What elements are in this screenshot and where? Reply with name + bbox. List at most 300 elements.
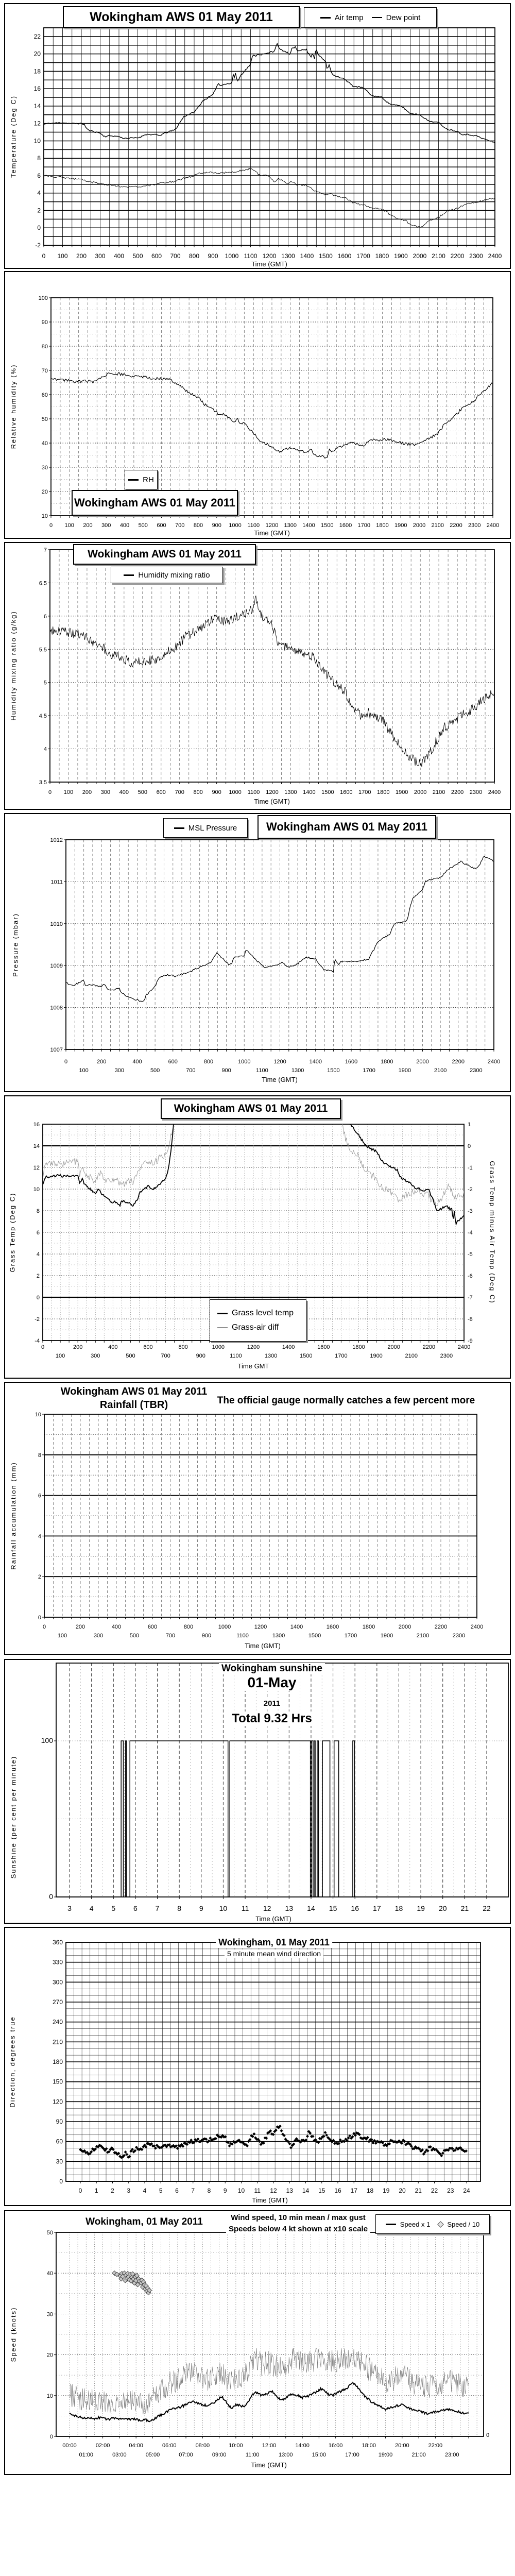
y2-tick-label: -6 [468, 1273, 473, 1279]
x-tick-label: 1400 [309, 1059, 322, 1065]
x-tick-label: 2000 [398, 1624, 411, 1630]
x-tick-label: 900 [212, 789, 221, 795]
x-tick-label: 2100 [416, 1633, 430, 1639]
x-tick-label: 17:00 [345, 2452, 359, 2458]
x-axis-label: Time GMT [237, 1362, 269, 1370]
y2-tick-label: -9 [468, 1338, 473, 1344]
x-tick-label: 8 [207, 2187, 211, 2194]
legend-item-speed-x1 [386, 2221, 431, 2228]
x-tick-label: 1600 [326, 1624, 339, 1630]
x-tick-label: 300 [91, 1353, 100, 1359]
y-axis-label: Grass Temp (Deg C) [8, 1192, 16, 1273]
x-tick-label: 400 [111, 1624, 122, 1630]
scatter-point [280, 2129, 283, 2132]
y-tick-label: 14 [33, 1143, 40, 1149]
y-tick-label: 120 [52, 2098, 63, 2106]
x-tick-label: 800 [193, 522, 203, 529]
x-tick-label: 18:00 [362, 2443, 376, 2449]
y-tick-label: 0 [38, 1615, 41, 1621]
x-tick-label: 300 [93, 1633, 104, 1639]
chart-subtitle: 5 minute mean wind direction [225, 1950, 323, 1958]
legend-item-grass-air-diff [217, 1323, 279, 1332]
y-tick-label: 270 [52, 1998, 63, 2006]
scatter-point [228, 2144, 231, 2147]
y-tick-label: 30 [46, 2311, 53, 2318]
legend-label: Air temp [334, 13, 364, 22]
scatter-point [323, 2131, 327, 2134]
chart-year: 2011 [261, 1699, 283, 1708]
x-tick-label: 17 [373, 1904, 381, 1912]
x-tick-label: 1900 [380, 1633, 393, 1639]
x-tick-label: 11 [254, 2187, 261, 2194]
y-tick-label: 70 [41, 368, 48, 374]
x-tick-label: 1900 [370, 1353, 383, 1359]
x-tick-label: 500 [138, 522, 148, 529]
x-tick-label: 2100 [432, 252, 445, 260]
y-tick-label: 5.5 [39, 647, 47, 653]
x-tick-label: 1100 [247, 789, 260, 795]
y-tick-label: 150 [52, 2078, 63, 2086]
scatter-point [306, 2135, 309, 2138]
legend-item-speed-div10 [438, 2221, 479, 2228]
y2-tick-label: -5 [468, 1251, 473, 1258]
y-tick-label: 60 [41, 392, 48, 398]
x-tick-label: 2400 [487, 1059, 501, 1065]
y-tick-label: 6 [38, 1493, 41, 1499]
x-tick-label: 1400 [300, 252, 314, 260]
wind-speed-plot [5, 2211, 510, 2474]
x-tick-label: 2200 [422, 1344, 436, 1350]
relative-humidity-chart-panel [4, 271, 511, 539]
y-tick-label: 0 [36, 1295, 40, 1301]
x-tick-label: 2300 [469, 789, 483, 795]
y2-tick-label: 0 [468, 1143, 471, 1149]
x-tick-label: 1500 [327, 1067, 340, 1074]
y-tick-label: 100 [41, 1736, 53, 1744]
chart-title: Wokingham AWS 01 May 2011 [74, 496, 235, 509]
x-tick-label: 100 [55, 1353, 65, 1359]
y-tick-label: 8 [38, 1452, 41, 1459]
x-tick-label: 13:00 [279, 2452, 293, 2458]
x-tick-label: 1200 [265, 522, 279, 529]
temperature-chart-panel [4, 3, 511, 269]
legend-label: Speed / 10 [447, 2220, 480, 2228]
x-tick-label: 700 [170, 252, 181, 260]
x-tick-label: 12:00 [262, 2443, 277, 2449]
x-tick-label: 200 [82, 789, 92, 795]
x-tick-label: 2400 [470, 1624, 484, 1630]
y-axis-label: Relative humidity (%) [9, 364, 18, 449]
x-tick-label: 1100 [236, 1633, 249, 1639]
legend-label: Speed x 1 [400, 2220, 431, 2228]
x-tick-label: 300 [100, 789, 111, 795]
x-tick-label: 1600 [345, 1059, 358, 1065]
y-tick-label: 210 [52, 2038, 63, 2046]
y-axis-label: Direction, degrees true [8, 2016, 16, 2108]
y-tick-label: 1010 [50, 921, 63, 927]
y-tick-label: -2 [35, 1316, 40, 1323]
x-tick-label: 2400 [488, 252, 502, 260]
y-tick-label: 20 [41, 489, 48, 495]
x-tick-label: 200 [75, 1624, 85, 1630]
y-axis-label: Pressure (mbar) [11, 913, 20, 977]
x-tick-label: 2 [111, 2187, 114, 2194]
x-tick-label: 16 [334, 2187, 341, 2194]
y-tick-label: 40 [46, 2270, 53, 2277]
grass-temp-line-swatch [217, 1313, 228, 1314]
x-tick-label: 1300 [284, 522, 297, 529]
x-tick-label: 300 [101, 522, 111, 529]
x-tick-label: 15:00 [312, 2452, 327, 2458]
x-tick-label: 500 [132, 252, 143, 260]
x-tick-label: 1000 [229, 522, 242, 529]
x-tick-label: 1800 [377, 789, 390, 795]
legend-item-air-temp [320, 13, 364, 22]
x-tick-label: 10:00 [229, 2443, 243, 2449]
x-tick-label: 2300 [469, 252, 483, 260]
x-tick-label: 08:00 [195, 2443, 210, 2449]
x-tick-label: 2000 [387, 1344, 400, 1350]
x-tick-label: 500 [138, 789, 147, 795]
y-tick-label: 8 [37, 155, 41, 162]
y-tick-label: 12 [33, 1165, 40, 1171]
x-tick-label: 1800 [362, 1624, 375, 1630]
x-tick-label: 700 [161, 1353, 170, 1359]
x-tick-label: 1000 [229, 789, 242, 795]
x-tick-label: 1300 [264, 1353, 278, 1359]
y-tick-label: 16 [33, 1122, 40, 1128]
grass-air-diff-line-swatch [217, 1327, 228, 1328]
x-tick-label: 700 [186, 1067, 196, 1074]
x-tick-label: 1200 [247, 1344, 260, 1350]
gauge-note: The official gauge normally catches a few percent more [215, 1395, 478, 1406]
x-tick-label: 200 [73, 1344, 83, 1350]
x-tick-label: 16 [351, 1904, 359, 1912]
y-tick-label: 10 [33, 1187, 40, 1193]
legend-label: RH [143, 475, 154, 484]
dew-point-line-swatch [372, 17, 382, 18]
x-tick-label: 1800 [375, 252, 389, 260]
x-tick-label: 1500 [300, 1353, 313, 1359]
x-tick-label: 1400 [303, 789, 316, 795]
x-tick-label: 700 [175, 789, 184, 795]
x-tick-label: 2300 [440, 1353, 453, 1359]
x-tick-label: 2200 [434, 1624, 448, 1630]
chart-legend [375, 2214, 490, 2234]
x-tick-label: 14 [307, 1904, 315, 1912]
wind-speed-note-2: Speeds below 4 kt shown at x10 scale [226, 2225, 370, 2233]
chart-title: Wokingham AWS 01 May 2011 [174, 1103, 328, 1114]
x-tick-label: 1400 [302, 522, 315, 529]
wind-direction-plot [5, 1928, 510, 2205]
y-tick-label: 4 [38, 1533, 41, 1540]
x-tick-label: 20 [438, 1904, 447, 1912]
y-tick-label: 2 [38, 1574, 41, 1581]
x-tick-label: 18 [366, 2187, 374, 2194]
x-tick-label: 600 [147, 1624, 158, 1630]
x-tick-label: 500 [129, 1633, 140, 1639]
x-tick-label: 800 [188, 252, 200, 260]
x-tick-label: 200 [97, 1059, 107, 1065]
x-tick-label: 3 [67, 1904, 72, 1912]
chart-title: Wokingham AWS 01 May 2011 [90, 9, 273, 24]
legend-label: Humidity mixing ratio [138, 570, 210, 580]
x-tick-label: 23 [447, 2187, 454, 2194]
chart-legend [125, 470, 158, 489]
grass-temperature-chart-panel [4, 1095, 511, 1379]
x-tick-label: 1100 [247, 522, 260, 529]
rainfall-chart-panel [4, 1382, 511, 1655]
x-axis-label: Time (GMT) [254, 529, 290, 537]
x-tick-label: 0 [41, 1344, 45, 1350]
scatter-point [124, 2150, 127, 2154]
x-tick-label: 100 [63, 789, 74, 795]
x-tick-label: 2300 [452, 1633, 466, 1639]
x-tick-label: 22:00 [428, 2443, 443, 2449]
y-tick-label: 240 [52, 2018, 63, 2026]
y2-tick-label: -7 [468, 1295, 473, 1301]
y-tick-label: 10 [41, 513, 48, 519]
chart-legend [304, 7, 437, 28]
x-tick-label: 19 [383, 2187, 390, 2194]
y-tick-label: 30 [56, 2158, 63, 2165]
chart-title: Wokingham sunshine [219, 1663, 325, 1674]
y2-tick-label: -3 [468, 1208, 473, 1214]
x-tick-label: 0 [42, 1624, 46, 1630]
x-tick-label: 900 [196, 1353, 205, 1359]
x-tick-label: 2000 [414, 789, 427, 795]
x-tick-label: 400 [119, 522, 130, 529]
y-tick-label: 22 [33, 32, 41, 40]
x-tick-label: 900 [208, 252, 218, 260]
x-tick-label: 2000 [416, 1059, 429, 1065]
x-axis-label: Time (GMT) [262, 1076, 298, 1083]
x-tick-label: 0 [78, 2187, 82, 2194]
x-tick-label: 100 [57, 252, 68, 260]
x-tick-label: 0 [48, 789, 52, 795]
x-tick-label: 1300 [284, 789, 297, 795]
x-axis-label: Time (GMT) [255, 1915, 291, 1923]
plot-border [56, 1663, 508, 1897]
x-axis-label: Time (GMT) [254, 798, 290, 805]
y2-tick-label: -8 [468, 1316, 473, 1323]
x-axis-label: Time (GMT) [251, 2461, 287, 2469]
legend-item-rh [128, 476, 154, 484]
x-tick-label: 0 [64, 1059, 68, 1065]
x-tick-label: 1700 [363, 1067, 375, 1074]
x-tick-label: 1600 [337, 252, 352, 260]
wind-speed-note-1: Wind speed, 10 min mean / max gust [228, 2213, 368, 2222]
x-tick-label: 600 [157, 522, 166, 529]
y-tick-label: 0 [37, 224, 41, 232]
x-tick-label: 22 [431, 2187, 438, 2194]
mixing-ratio-line-swatch [124, 574, 134, 576]
y-tick-label: 10 [33, 137, 41, 145]
x-tick-label: 1100 [244, 252, 258, 260]
speed-diamond-swatch [437, 2221, 444, 2228]
x-tick-label: 9 [223, 2187, 227, 2194]
y-tick-label: 1007 [50, 1047, 63, 1053]
y-tick-label: 20 [33, 50, 41, 58]
x-tick-label: 1300 [272, 1633, 285, 1639]
rainfall-plot [5, 1383, 510, 1654]
x-tick-label: 400 [108, 1344, 118, 1350]
x-tick-label: 1900 [398, 1067, 411, 1074]
y-tick-label: 2 [36, 1273, 40, 1279]
x-axis-label: Time (GMT) [252, 2196, 288, 2204]
chart-title: Wokingham, 01 May 2011 [216, 1937, 332, 1948]
x-tick-label: 700 [165, 1633, 176, 1639]
y-tick-label: 30 [41, 465, 48, 471]
x-tick-label: 1500 [321, 789, 334, 795]
x-tick-label: 1000 [218, 1624, 231, 1630]
y-tick-label: 4 [36, 1251, 40, 1258]
chart-title: Wokingham AWS 01 May 2011 [58, 1386, 210, 1398]
x-tick-label: 2200 [451, 789, 464, 795]
x-tick-label: 2300 [468, 522, 481, 529]
x-tick-label: 1500 [319, 252, 333, 260]
y-tick-label: 0 [49, 1892, 53, 1901]
x-tick-label: 3 [127, 2187, 131, 2194]
x-axis-label: Time (GMT) [245, 1642, 281, 1650]
x-tick-label: 01:00 [79, 2452, 94, 2458]
x-tick-label: 300 [114, 1067, 125, 1074]
x-tick-label: 2100 [431, 522, 444, 529]
chart-title: Wokingham, 01 May 2011 [83, 2216, 205, 2228]
y-tick-label: -2 [35, 242, 41, 249]
legend-item-msl-pressure [174, 824, 237, 833]
x-tick-label: 1600 [317, 1344, 330, 1350]
x-tick-label: 500 [150, 1067, 160, 1074]
y-axis-label: Speed (knots) [9, 2307, 18, 2362]
legend-item-grass-temp [217, 1309, 294, 1318]
sunshine-total: Total 9.32 Hrs [229, 1711, 315, 1726]
wind-speed-chart-panel [4, 2210, 511, 2475]
x-tick-label: 14 [302, 2187, 310, 2194]
pressure-plot [5, 814, 510, 1091]
pressure-chart-panel [4, 813, 511, 1092]
x-tick-label: 10 [219, 1904, 228, 1912]
chart-legend [210, 1299, 306, 1342]
x-tick-label: 2200 [450, 252, 465, 260]
x-tick-label: 1300 [281, 252, 295, 260]
y-tick-label: 1009 [50, 963, 63, 970]
x-tick-label: 1900 [394, 252, 408, 260]
sunshine-chart-panel [4, 1659, 511, 1924]
scatter-point [125, 2153, 128, 2156]
x-tick-label: 13 [286, 2187, 293, 2194]
y-tick-label: 5 [43, 680, 47, 686]
temperature-plot [5, 4, 510, 268]
y-tick-label: 90 [56, 2118, 63, 2125]
x-tick-label: 1700 [358, 789, 371, 795]
x-tick-label: 1700 [335, 1353, 348, 1359]
y-tick-label: 0 [49, 2434, 53, 2440]
rh-line-swatch [128, 479, 139, 481]
mixing-ratio-plot [5, 543, 510, 809]
x-tick-label: 1900 [394, 522, 407, 529]
speed-line-swatch [386, 2224, 396, 2225]
x-tick-label: 100 [57, 1633, 67, 1639]
wind-direction-chart-panel [4, 1927, 511, 2206]
x-tick-label: 800 [193, 789, 203, 795]
x-tick-label: 400 [119, 789, 129, 795]
x-tick-label: 1400 [282, 1344, 295, 1350]
air-temp-line-swatch [320, 17, 331, 19]
y-axis-label: Temperature (Deg C) [9, 95, 18, 178]
y2-tick-label: -2 [468, 1187, 473, 1193]
x-tick-label: 1700 [357, 522, 370, 529]
x-tick-label: 7 [191, 2187, 195, 2194]
x-tick-label: 2400 [486, 522, 500, 529]
x-tick-label: 03:00 [112, 2452, 127, 2458]
x-tick-label: 13 [285, 1904, 294, 1912]
x-tick-label: 1500 [308, 1633, 321, 1639]
y-tick-label: 360 [52, 1939, 63, 1946]
y-tick-label: 16 [33, 85, 41, 93]
x-tick-label: 9 [199, 1904, 203, 1912]
x-tick-label: 06:00 [162, 2443, 177, 2449]
x-tick-label: 23:00 [444, 2452, 459, 2458]
x-tick-label: 2400 [488, 789, 501, 795]
x-tick-label: 1100 [230, 1353, 242, 1359]
x-tick-label: 800 [178, 1344, 188, 1350]
x-tick-label: 600 [156, 789, 166, 795]
x-tick-label: 1200 [254, 1624, 267, 1630]
y-tick-label: 4.5 [39, 713, 47, 720]
x-tick-label: 21 [460, 1904, 469, 1912]
chart-title-box [161, 1098, 341, 1119]
x-tick-label: 12 [270, 2187, 277, 2194]
y-tick-label: 6.5 [39, 580, 47, 587]
x-tick-label: 200 [76, 252, 87, 260]
y-tick-label: 4 [37, 189, 41, 197]
x-tick-label: 5 [159, 2187, 163, 2194]
x-tick-label: 2100 [432, 789, 445, 795]
x-tick-label: 100 [79, 1067, 89, 1074]
x-tick-label: 1000 [212, 1344, 225, 1350]
x-tick-label: 4 [143, 2187, 147, 2194]
y-tick-label: 0 [59, 2178, 63, 2185]
x-tick-label: 1900 [395, 789, 408, 795]
x-tick-label: 1500 [321, 522, 334, 529]
x-tick-label: 1000 [238, 1059, 251, 1065]
x-tick-label: 24 [463, 2187, 470, 2194]
x-tick-label: 1000 [225, 252, 239, 260]
x-tick-label: 600 [151, 252, 162, 260]
x-tick-label: 600 [168, 1059, 178, 1065]
x-tick-label: 19:00 [378, 2452, 393, 2458]
y-tick-label: 50 [46, 2230, 53, 2236]
x-tick-label: 19 [417, 1904, 425, 1912]
chart-legend [111, 567, 223, 583]
x-tick-label: 900 [221, 1067, 231, 1074]
chart-title: Wokingham AWS 01 May 2011 [266, 820, 427, 833]
x-tick-label: 2100 [434, 1067, 447, 1074]
y-tick-label: 40 [41, 440, 48, 447]
secondary-y-axis-label: Grass Temp minus Air Temp (Deg C) [488, 1161, 496, 1304]
x-tick-label: 15 [329, 1904, 337, 1912]
y-tick-label: 180 [52, 2058, 63, 2065]
x-tick-label: 900 [201, 1633, 212, 1639]
x-tick-label: 6 [175, 2187, 179, 2194]
x-tick-label: 21:00 [411, 2452, 426, 2458]
chart-title-box [258, 815, 436, 839]
chart-title: Wokingham AWS 01 May 2011 [88, 548, 242, 560]
legend-label: MSL Pressure [188, 823, 237, 833]
y-tick-label: 4 [43, 746, 47, 753]
chart-date: 01-May [245, 1674, 299, 1691]
